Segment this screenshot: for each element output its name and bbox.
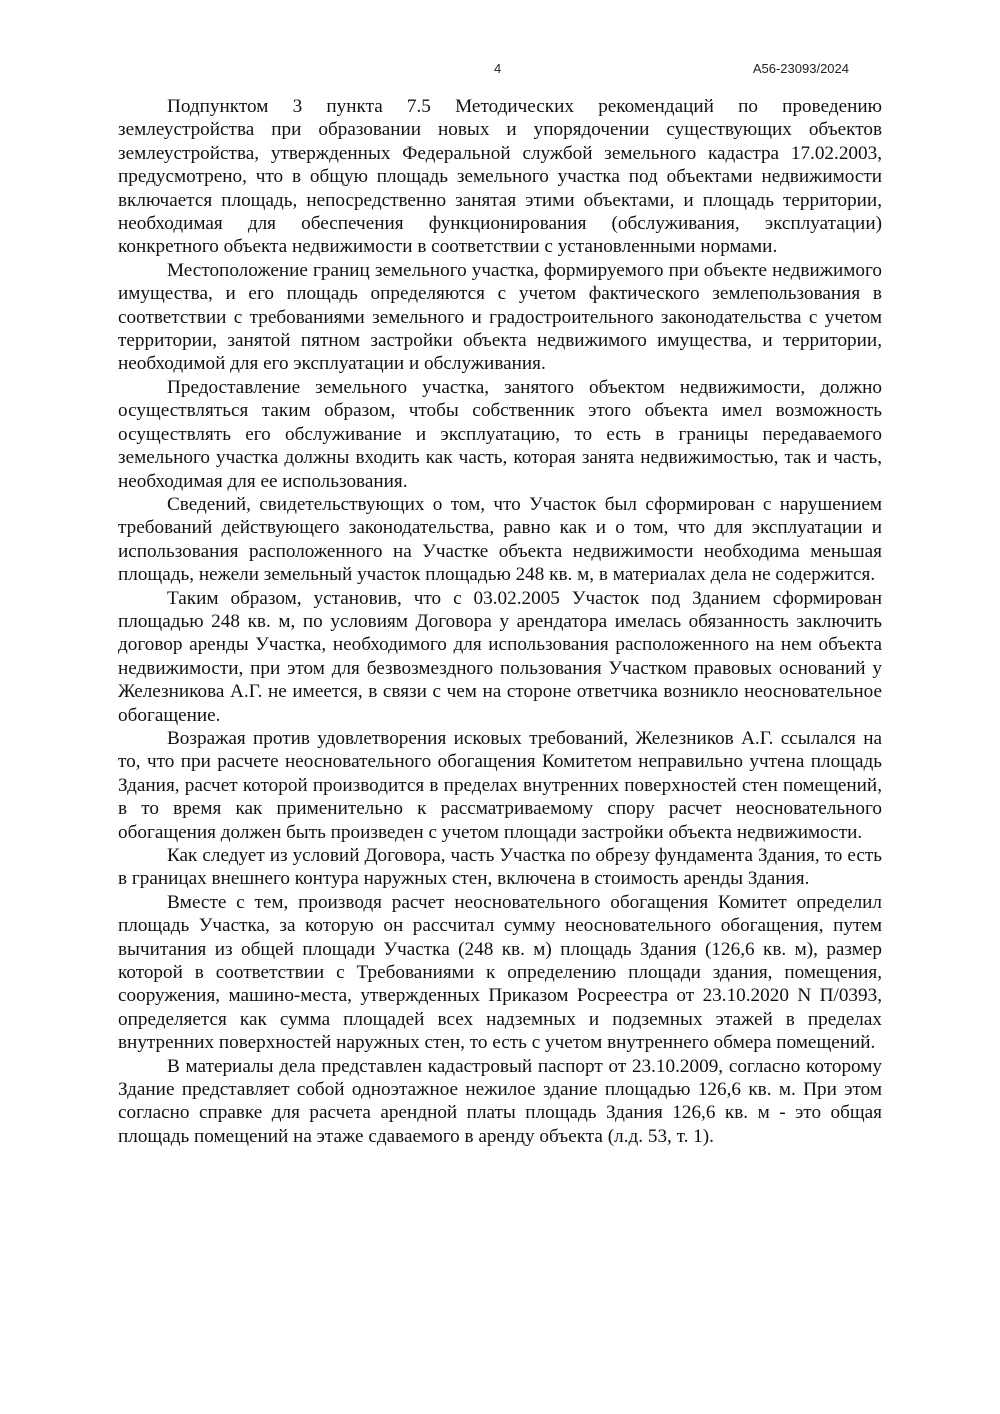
paragraph: Вместе с тем, производя расчет неосновательного обогащения Комитет определил площадь Участка, за которую он рассчитал сумму неосновательного обогащения, путем вычитания из общей площади Участка (248 кв. м) площадь Здания (126,6 кв. м), размер которой в соответствии с Требованиями к определению площади здания, помещения, сооружения, машино-места, утвержденных Приказом Росреестра от 23.10.2020 N П/0393, определяется как сумма площадей всех надземных и подземных этажей в пределах внутренних поверхностей наружных стен, то есть с учетом внутреннего обмера помещений. [118,891,882,1054]
paragraph: Сведений, свидетельствующих о том, что Участок был сформирован с нарушением требований действующего законодательства, равно как и о том, что для эксплуатации и использования расположенного на Участке объекта недвижимости необходима меньшая площадь, нежели земельный участок площадью 248 кв. м, в материалах дела не содержится. [118,493,882,586]
paragraph: Предоставление земельного участка, занятого объектом недвижимости, должно осуществляться таким образом, чтобы собственник этого объекта имел возможность осуществлять его обслуживание и эксплуатацию, то есть в границы передаваемого земельного участка должны входить как часть, которая занята недвижимостью, так и часть, необходимая для ее использования. [118,376,882,492]
paragraph: Таким образом, установив, что с 03.02.2005 Участок под Зданием сформирован площадью 248 кв. м, по условиям Договора у арендатора имелась обязанность заключить договор аренды Участка, необходимого для использования расположенного на нем объекта недвижимости, при этом для безвозмездного пользования Участком правовых оснований у Железникова А.Г. не имеется, в связи с чем на стороне ответчика возникло неосновательное обогащение. [118,587,882,726]
paragraph: Возражая против удовлетворения исковых требований, Железников А.Г. ссылался на то, что при расчете неосновательного обогащения Комитетом неправильно учтена площадь Здания, расчет которой производится в пределах внутренних поверхностей стен помещений, в то время как применительно к рассматриваемому спору расчет неосновательного обогащения должен быть произведен с учетом площади застройки объекта недвижимости. [118,727,882,843]
document-body [118,95,882,1148]
paragraph: Как следует из условий Договора, часть Участка по обрезу фундамента Здания, то есть в границах внешнего контура наружных стен, включена в стоимость аренды Здания. [118,845,882,890]
page-number: 4 [494,61,502,76]
paragraph: В материалы дела представлен кадастровый паспорт от 23.10.2009, согласно которому Здание представляет собой одноэтажное нежилое здание площадью 126,6 кв. м. При этом согласно справке для расчета арендной платы площадь Здания 126,6 кв. м - это общая площадь помещений на этаже сдаваемого в аренду объекта (л.д. 53, т. 1). [118,1055,882,1147]
paragraph: Местоположение границ земельного участка, формируемого при объекте недвижимого имущества, и его площадь определяются с учетом фактического землепользования в соответствии с требованиями земельного и градостроительного законодательства с учетом территории, занятой пятном застройки объекта недвижимого имущества, и территории, необходимой для его эксплуатации и обслуживания. [118,259,882,375]
case-number: А56-23093/2024 [752,61,849,76]
paragraph: Подпунктом 3 пункта 7.5 Методических рекомендаций по проведению землеустройства при образовании новых и упорядочении существующих объектов землеустройства, утвержденных Федеральной службой земельного кадастра 17.02.2003, предусмотрено, что в общую площадь земельного участка под объектами недвижимости включается площадь, непосредственно занятая этими объектами, и площадь территории, необходимая для обеспечения функционирования (обслуживания, эксплуатации) конкретного объекта недвижимости в соответствии с установленными нормами. [118,96,882,258]
